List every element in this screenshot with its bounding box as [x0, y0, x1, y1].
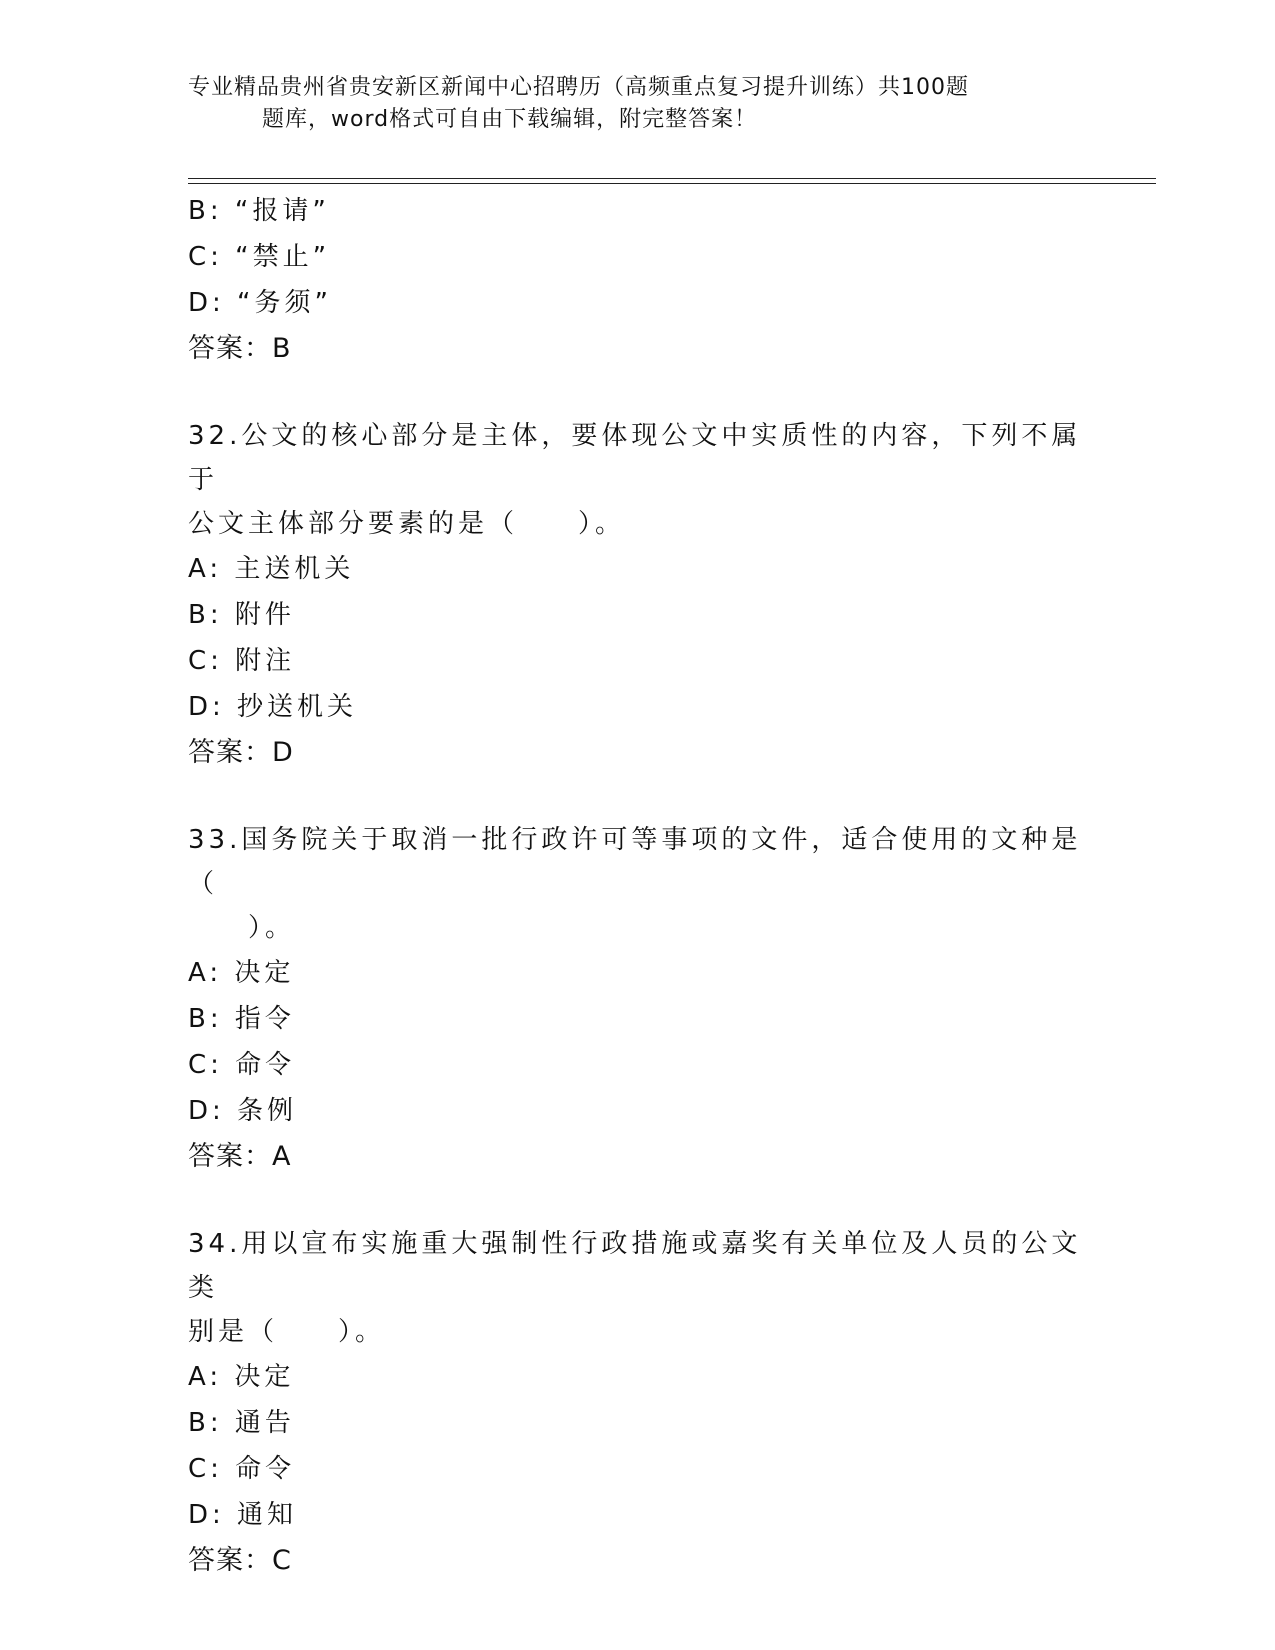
option-d: D: 通知 [188, 1500, 298, 1530]
option-b: B: 指令 [188, 1004, 295, 1034]
header-rule-top [188, 178, 1156, 179]
option-a: A: 主送机关 [188, 554, 355, 584]
option-b: B: 通告 [188, 1408, 295, 1438]
question-31-continued [188, 188, 1088, 372]
option-a: A: 决定 [188, 958, 295, 988]
option-d: D: 抄送机关 [188, 692, 358, 722]
question-stem: 公文主体部分要素的是（ ）。 [188, 509, 626, 539]
answer: 答案：B [188, 333, 292, 364]
option-c: C: “禁止” [188, 242, 331, 272]
header-title-line2: 题库，word格式可自由下载编辑，附完整答案！ [262, 107, 758, 132]
answer: 答案：C [188, 1545, 292, 1576]
answer: 答案：D [188, 737, 294, 768]
question-stem: 32.公文的核心部分是主体，要体现公文中实质性的内容，下列不属于 [188, 421, 1082, 495]
option-c: C: 附注 [188, 646, 296, 676]
option-b: B: 附件 [188, 600, 295, 630]
question-stem: 34.用以宣布实施重大强制性行政措施或嘉奖有关单位及人员的公文类 [188, 1229, 1082, 1303]
document-header [188, 72, 1048, 136]
option-c: C: 命令 [188, 1454, 296, 1484]
answer: 答案：A [188, 1141, 292, 1172]
option-c: C: 命令 [188, 1050, 296, 1080]
option-b: B: “报请” [188, 196, 330, 226]
question-stem: 33.国务院关于取消一批行政许可等事项的文件，适合使用的文种是（ [188, 825, 1082, 899]
header-title-line1: 专业精品贵州省贵安新区新闻中心招聘历（高频重点复习提升训练）共100题 [188, 75, 969, 100]
option-d: D: 条例 [188, 1096, 298, 1126]
question-34 [188, 1222, 1088, 1584]
question-32 [188, 414, 1088, 776]
option-d: D: “务须” [188, 288, 332, 318]
question-stem: 别是（ ）。 [188, 1317, 386, 1347]
option-a: A: 决定 [188, 1362, 295, 1392]
header-rule-bottom [188, 183, 1156, 184]
questions-content [188, 188, 1088, 1584]
question-33 [188, 818, 1088, 1180]
question-stem: ）。 [188, 913, 296, 943]
